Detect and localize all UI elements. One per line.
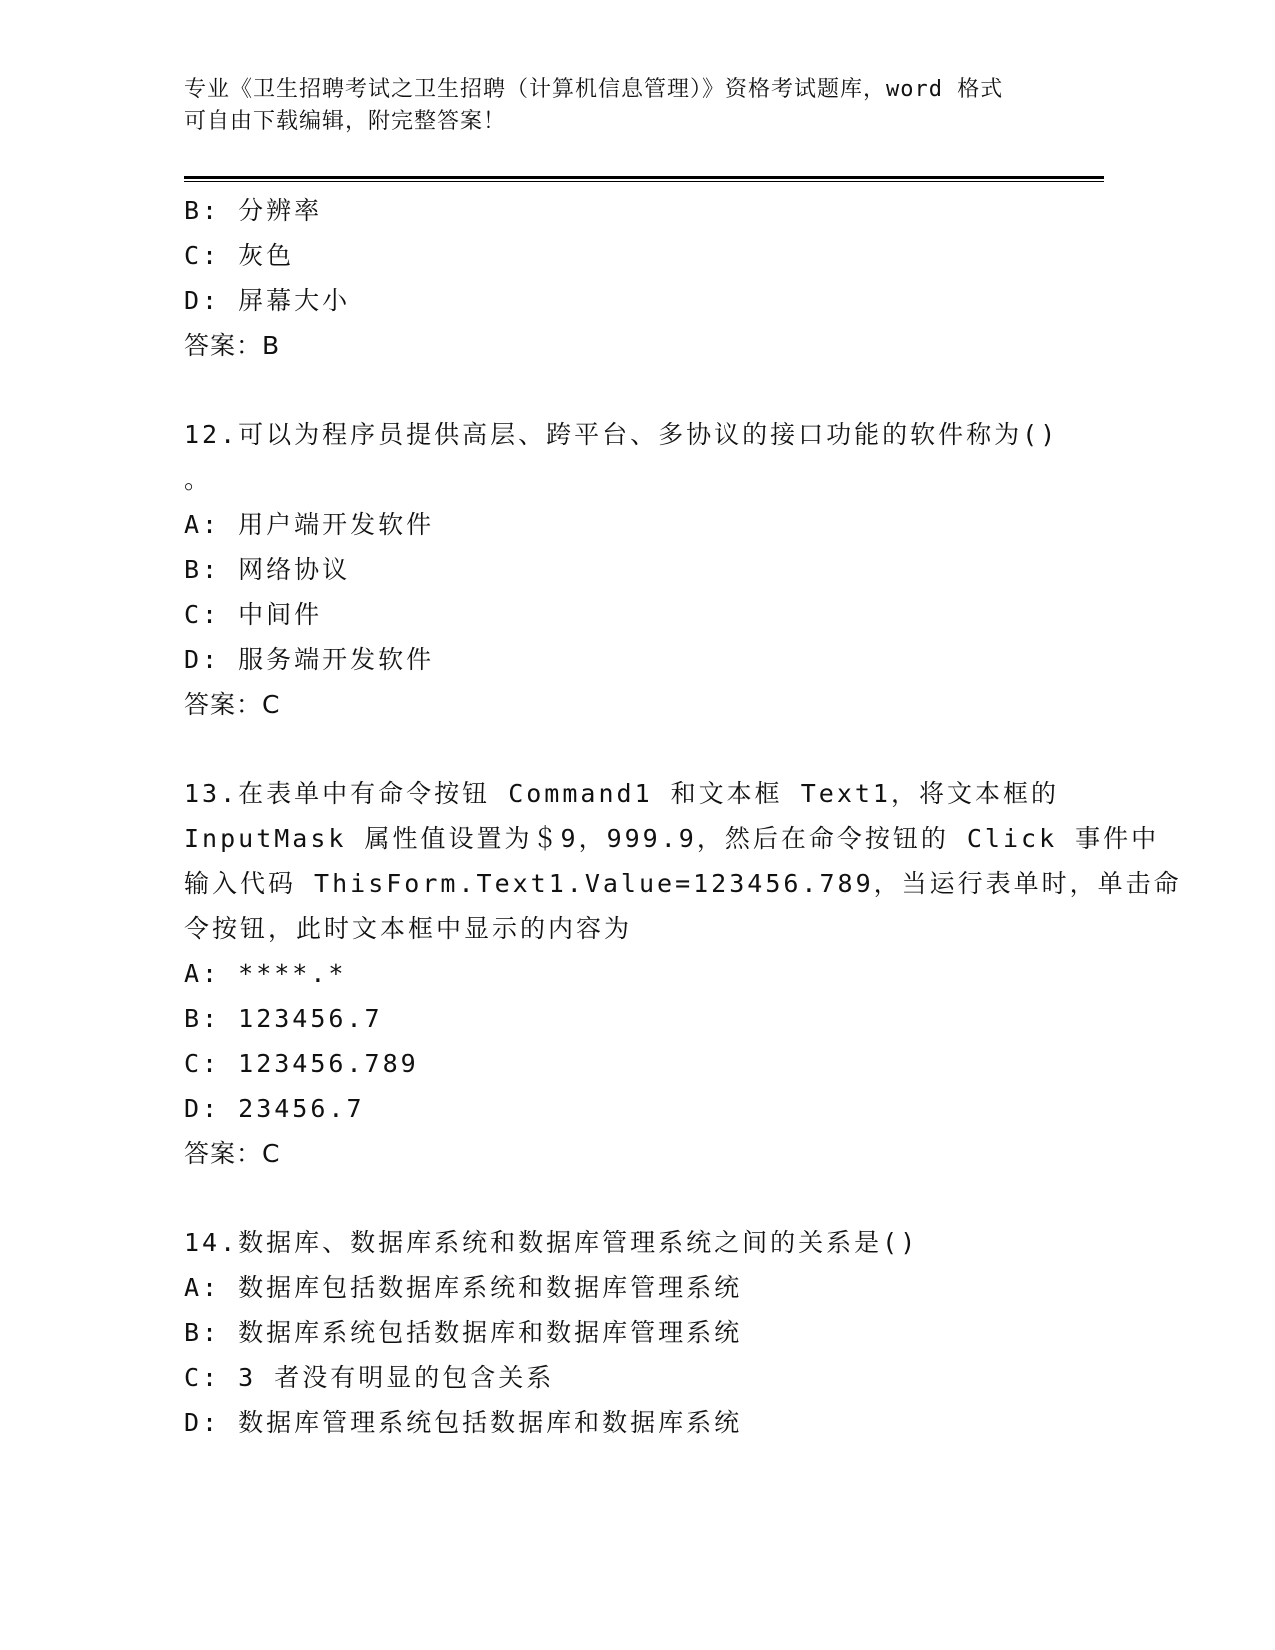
q12-option-c: C: 中间件 <box>184 600 323 629</box>
q12-text-line-2: 。 <box>184 465 213 494</box>
header-divider-thick <box>184 176 1104 179</box>
question-13 <box>184 771 1182 1176</box>
q13-option-c: C: 123456.789 <box>184 1049 419 1078</box>
q14-option-a: A: 数据库包括数据库系统和数据库管理系统 <box>184 1273 743 1302</box>
q14-option-b: B: 数据库系统包括数据库和数据库管理系统 <box>184 1318 743 1347</box>
q13-answer: 答案：C <box>184 1139 281 1168</box>
question-content <box>184 188 1182 1445</box>
q13-option-b: B: 123456.7 <box>184 1004 383 1033</box>
q14-option-c: C: 3 者没有明显的包含关系 <box>184 1363 555 1392</box>
q14-text-line-1: 14.数据库、数据库系统和数据库管理系统之间的关系是() <box>184 1228 919 1257</box>
q13-text-line-1: 13.在表单中有命令按钮 Command1 和文本框 Text1，将文本框的 <box>184 779 1059 808</box>
q13-text-line-2: InputMask 属性值设置为＄9，999.9，然后在命令按钮的 Click 事件中 <box>184 824 1160 853</box>
question-14 <box>184 1220 1084 1445</box>
header-divider-thin <box>184 181 1104 182</box>
document-header <box>184 74 1084 138</box>
q12-answer: 答案：C <box>184 690 281 719</box>
question-spacer <box>184 1176 1084 1220</box>
q11-option-b: B: 分辨率 <box>184 196 323 225</box>
q13-text-line-3: 输入代码 ThisForm.Text1.Value=123456.789，当运行表单时，单击命 <box>184 869 1182 898</box>
header-title-line-1: 专业《卫生招聘考试之卫生招聘（计算机信息管理）》资格考试题库，word 格式 <box>184 77 1004 102</box>
q14-option-d: D: 数据库管理系统包括数据库和数据库系统 <box>184 1408 743 1437</box>
q13-option-d: D: 23456.7 <box>184 1094 365 1123</box>
header-title-line-2: 可自由下载编辑，附完整答案！ <box>184 109 507 134</box>
question-spacer <box>184 368 1084 412</box>
question-12 <box>184 412 1084 727</box>
q11-option-d: D: 屏幕大小 <box>184 286 351 315</box>
q12-option-b: B: 网络协议 <box>184 555 351 584</box>
q12-option-d: D: 服务端开发软件 <box>184 645 435 674</box>
q12-option-a: A: 用户端开发软件 <box>184 510 435 539</box>
q11-option-c: C: 灰色 <box>184 241 295 270</box>
q11-answer: 答案：B <box>184 331 281 360</box>
q13-option-a: A: ****.* <box>184 959 347 988</box>
question-11-tail <box>184 188 1084 368</box>
question-spacer <box>184 727 1084 771</box>
q13-text-line-4: 令按钮，此时文本框中显示的内容为 <box>184 914 633 943</box>
q12-text-line-1: 12.可以为程序员提供高层、跨平台、多协议的接口功能的软件称为() <box>184 420 1059 449</box>
